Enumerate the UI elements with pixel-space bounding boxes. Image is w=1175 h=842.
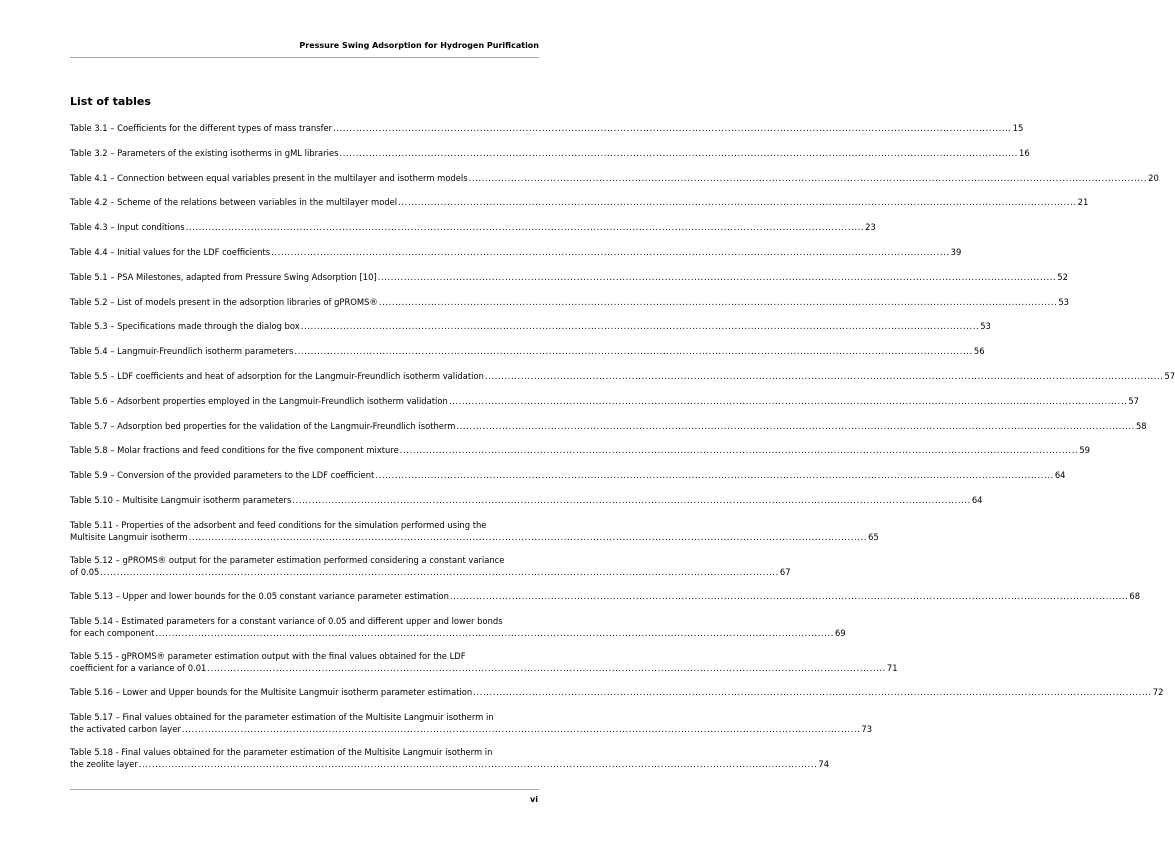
toc-entry[interactable]	[70, 246, 962, 258]
toc-entry-text: Table 5.5 – LDF coefficients and heat of adsorption for the Langmuir-Freundlich isotherm validation	[70, 370, 484, 381]
dot-leader	[485, 370, 1164, 382]
toc-entry[interactable]	[70, 711, 873, 735]
toc-entry-text: Table 5.18 - Final values obtained for the parameter estimation of the Multisite Langmuir isotherm in	[70, 747, 493, 758]
toc-entry-text: Table 4.1 – Connection between equal variables present in the multilayer and isotherm models	[70, 172, 468, 183]
dot-leader	[449, 395, 1128, 407]
toc-entry[interactable]	[70, 554, 791, 578]
dot-leader	[186, 221, 865, 233]
toc-entry-text: the activated carbon layer	[70, 723, 181, 734]
dot-leader	[339, 147, 1018, 159]
toc-page-number: 52	[1057, 271, 1068, 282]
toc-entry[interactable]	[70, 590, 1141, 602]
toc-entry-text: Table 5.9 – Conversion of the provided parameters to the LDF coefficient	[70, 470, 375, 481]
toc-page-number: 64	[1054, 470, 1066, 481]
toc-entry-text: Table 5.16 – Lower and Upper bounds for the Multisite Langmuir isotherm parameter estimation	[70, 686, 473, 697]
toc-entry[interactable]	[70, 271, 1068, 283]
toc-entry-text: Table 4.2 – Scheme of the relations between variables in the multilayer model	[70, 197, 398, 208]
dot-leader	[182, 723, 861, 735]
dot-leader	[450, 590, 1129, 602]
toc-entry-text: Table 5.12 – gPROMS® output for the parameter estimation performed considering a constant variance	[70, 555, 505, 566]
toc-entry-text: Table 5.8 – Molar fractions and feed conditions for the five component mixture	[70, 445, 399, 456]
dot-leader	[375, 469, 1054, 481]
dot-leader	[139, 758, 818, 770]
toc-page-number: 16	[1019, 147, 1030, 158]
toc-entry[interactable]	[70, 395, 1140, 407]
toc-page-number: 74	[818, 759, 830, 770]
toc-entry-text: Table 5.15 - gPROMS® parameter estimation output with the final values obtained for the LDF	[70, 651, 466, 662]
table-of-contents	[70, 122, 1175, 782]
dot-leader	[473, 686, 1152, 698]
dot-leader	[379, 296, 1058, 308]
dot-leader	[207, 662, 886, 674]
page-title: List of tables	[70, 95, 151, 108]
toc-page-number: 57	[1128, 395, 1140, 406]
toc-page-number: 73	[861, 723, 873, 734]
toc-entry[interactable]	[70, 469, 1066, 481]
dot-leader	[292, 494, 971, 506]
toc-entry-text: of 0.05	[70, 567, 100, 578]
toc-page-number: 20	[1148, 172, 1159, 183]
toc-page-number: 21	[1077, 197, 1089, 208]
toc-entry[interactable]	[70, 686, 1164, 698]
toc-page-number: 57	[1164, 370, 1175, 381]
toc-entry[interactable]	[70, 494, 983, 506]
toc-page-number: 53	[1058, 296, 1070, 307]
toc-entry-text: Table 5.1 – PSA Milestones, adapted from Pressure Swing Adsorption [10]	[70, 271, 377, 282]
toc-entry-text: Table 5.13 – Upper and lower bounds for the 0.05 constant variance parameter estimation	[70, 590, 449, 601]
toc-entry-text: Table 3.1 – Coefficients for the different types of mass transfer	[70, 123, 333, 133]
toc-entry-text: the zeolite layer	[70, 759, 138, 770]
dot-leader	[271, 246, 950, 258]
toc-page-number: 67	[779, 567, 791, 578]
footer-divider	[70, 789, 539, 790]
toc-page-number: 71	[886, 663, 898, 674]
dot-leader	[155, 627, 834, 639]
toc-entry-text: Table 4.4 – Initial values for the LDF coefficients	[70, 246, 271, 257]
toc-entry-text: Table 4.3 – Input conditions	[70, 222, 185, 233]
dot-leader	[333, 122, 1012, 134]
toc-entry[interactable]	[70, 296, 1070, 308]
dot-leader	[378, 271, 1057, 283]
toc-entry[interactable]	[70, 519, 879, 543]
toc-entry-text: Table 5.11 - Properties of the adsorbent and feed conditions for the simulation performed using the	[70, 519, 487, 530]
toc-page-number: 69	[834, 627, 846, 638]
toc-entry-text: Multisite Langmuir isotherm	[70, 531, 188, 542]
toc-page-number: 56	[973, 346, 985, 357]
toc-entry[interactable]	[70, 147, 1030, 159]
page-number: vi	[530, 795, 538, 804]
toc-entry[interactable]	[70, 746, 830, 770]
toc-page-number: 64	[971, 494, 983, 505]
toc-entry[interactable]	[70, 320, 991, 332]
running-header: Pressure Swing Adsorption for Hydrogen Purification	[299, 41, 539, 50]
header-divider	[70, 57, 539, 58]
dot-leader	[294, 345, 973, 357]
dot-leader	[456, 420, 1135, 432]
toc-entry[interactable]	[70, 370, 1175, 382]
dot-leader	[398, 196, 1077, 208]
dot-leader	[189, 531, 868, 543]
toc-entry-text: Table 5.7 – Adsorption bed properties for the validation of the Langmuir-Freundlich isotherm	[70, 420, 456, 431]
toc-entry[interactable]	[70, 122, 1024, 134]
toc-page-number: 65	[868, 531, 879, 542]
toc-entry[interactable]	[70, 172, 1159, 184]
toc-entry[interactable]	[70, 650, 898, 674]
toc-page-number: 23	[865, 222, 876, 233]
toc-entry[interactable]	[70, 196, 1089, 208]
toc-entry-text: Table 5.3 – Specifications made through the dialog box	[70, 321, 300, 332]
toc-page-number: 39	[950, 246, 962, 257]
toc-entry[interactable]	[70, 221, 876, 233]
dot-leader	[400, 444, 1079, 456]
toc-entry-text: Table 5.10 – Multisite Langmuir isotherm parameters	[70, 494, 292, 505]
toc-page-number: 68	[1129, 590, 1141, 601]
toc-entry-text: Table 5.17 – Final values obtained for the parameter estimation of the Multisite Langmuir isotherm in	[70, 711, 494, 722]
toc-entry-text: Table 5.14 - Estimated parameters for a constant variance of 0.05 and different upper and lower bonds	[70, 615, 503, 626]
toc-page-number: 53	[980, 321, 991, 332]
dot-leader	[301, 320, 980, 332]
toc-page-number: 15	[1012, 123, 1024, 133]
dot-leader	[100, 566, 779, 578]
toc-entry[interactable]	[70, 615, 846, 639]
toc-page-number: 59	[1079, 445, 1090, 456]
toc-entry-text: coefficient for a variance of 0.01	[70, 663, 207, 674]
dot-leader	[469, 172, 1148, 184]
toc-entry[interactable]	[70, 444, 1090, 456]
toc-entry-text: for each component	[70, 627, 155, 638]
toc-entry-text: Table 5.6 – Adsorbent properties employed in the Langmuir-Freundlich isotherm validation	[70, 395, 448, 406]
toc-entry[interactable]	[70, 345, 985, 357]
toc-entry-text: Table 5.2 – List of models present in the adsorption libraries of gPROMS®	[70, 296, 378, 307]
toc-entry-text: Table 3.2 – Parameters of the existing isotherms in gML libraries	[70, 147, 339, 158]
toc-page-number: 72	[1152, 686, 1164, 697]
toc-entry[interactable]	[70, 420, 1147, 432]
toc-page-number: 58	[1135, 420, 1147, 431]
toc-entry-text: Table 5.4 – Langmuir-Freundlich isotherm parameters	[70, 346, 294, 357]
